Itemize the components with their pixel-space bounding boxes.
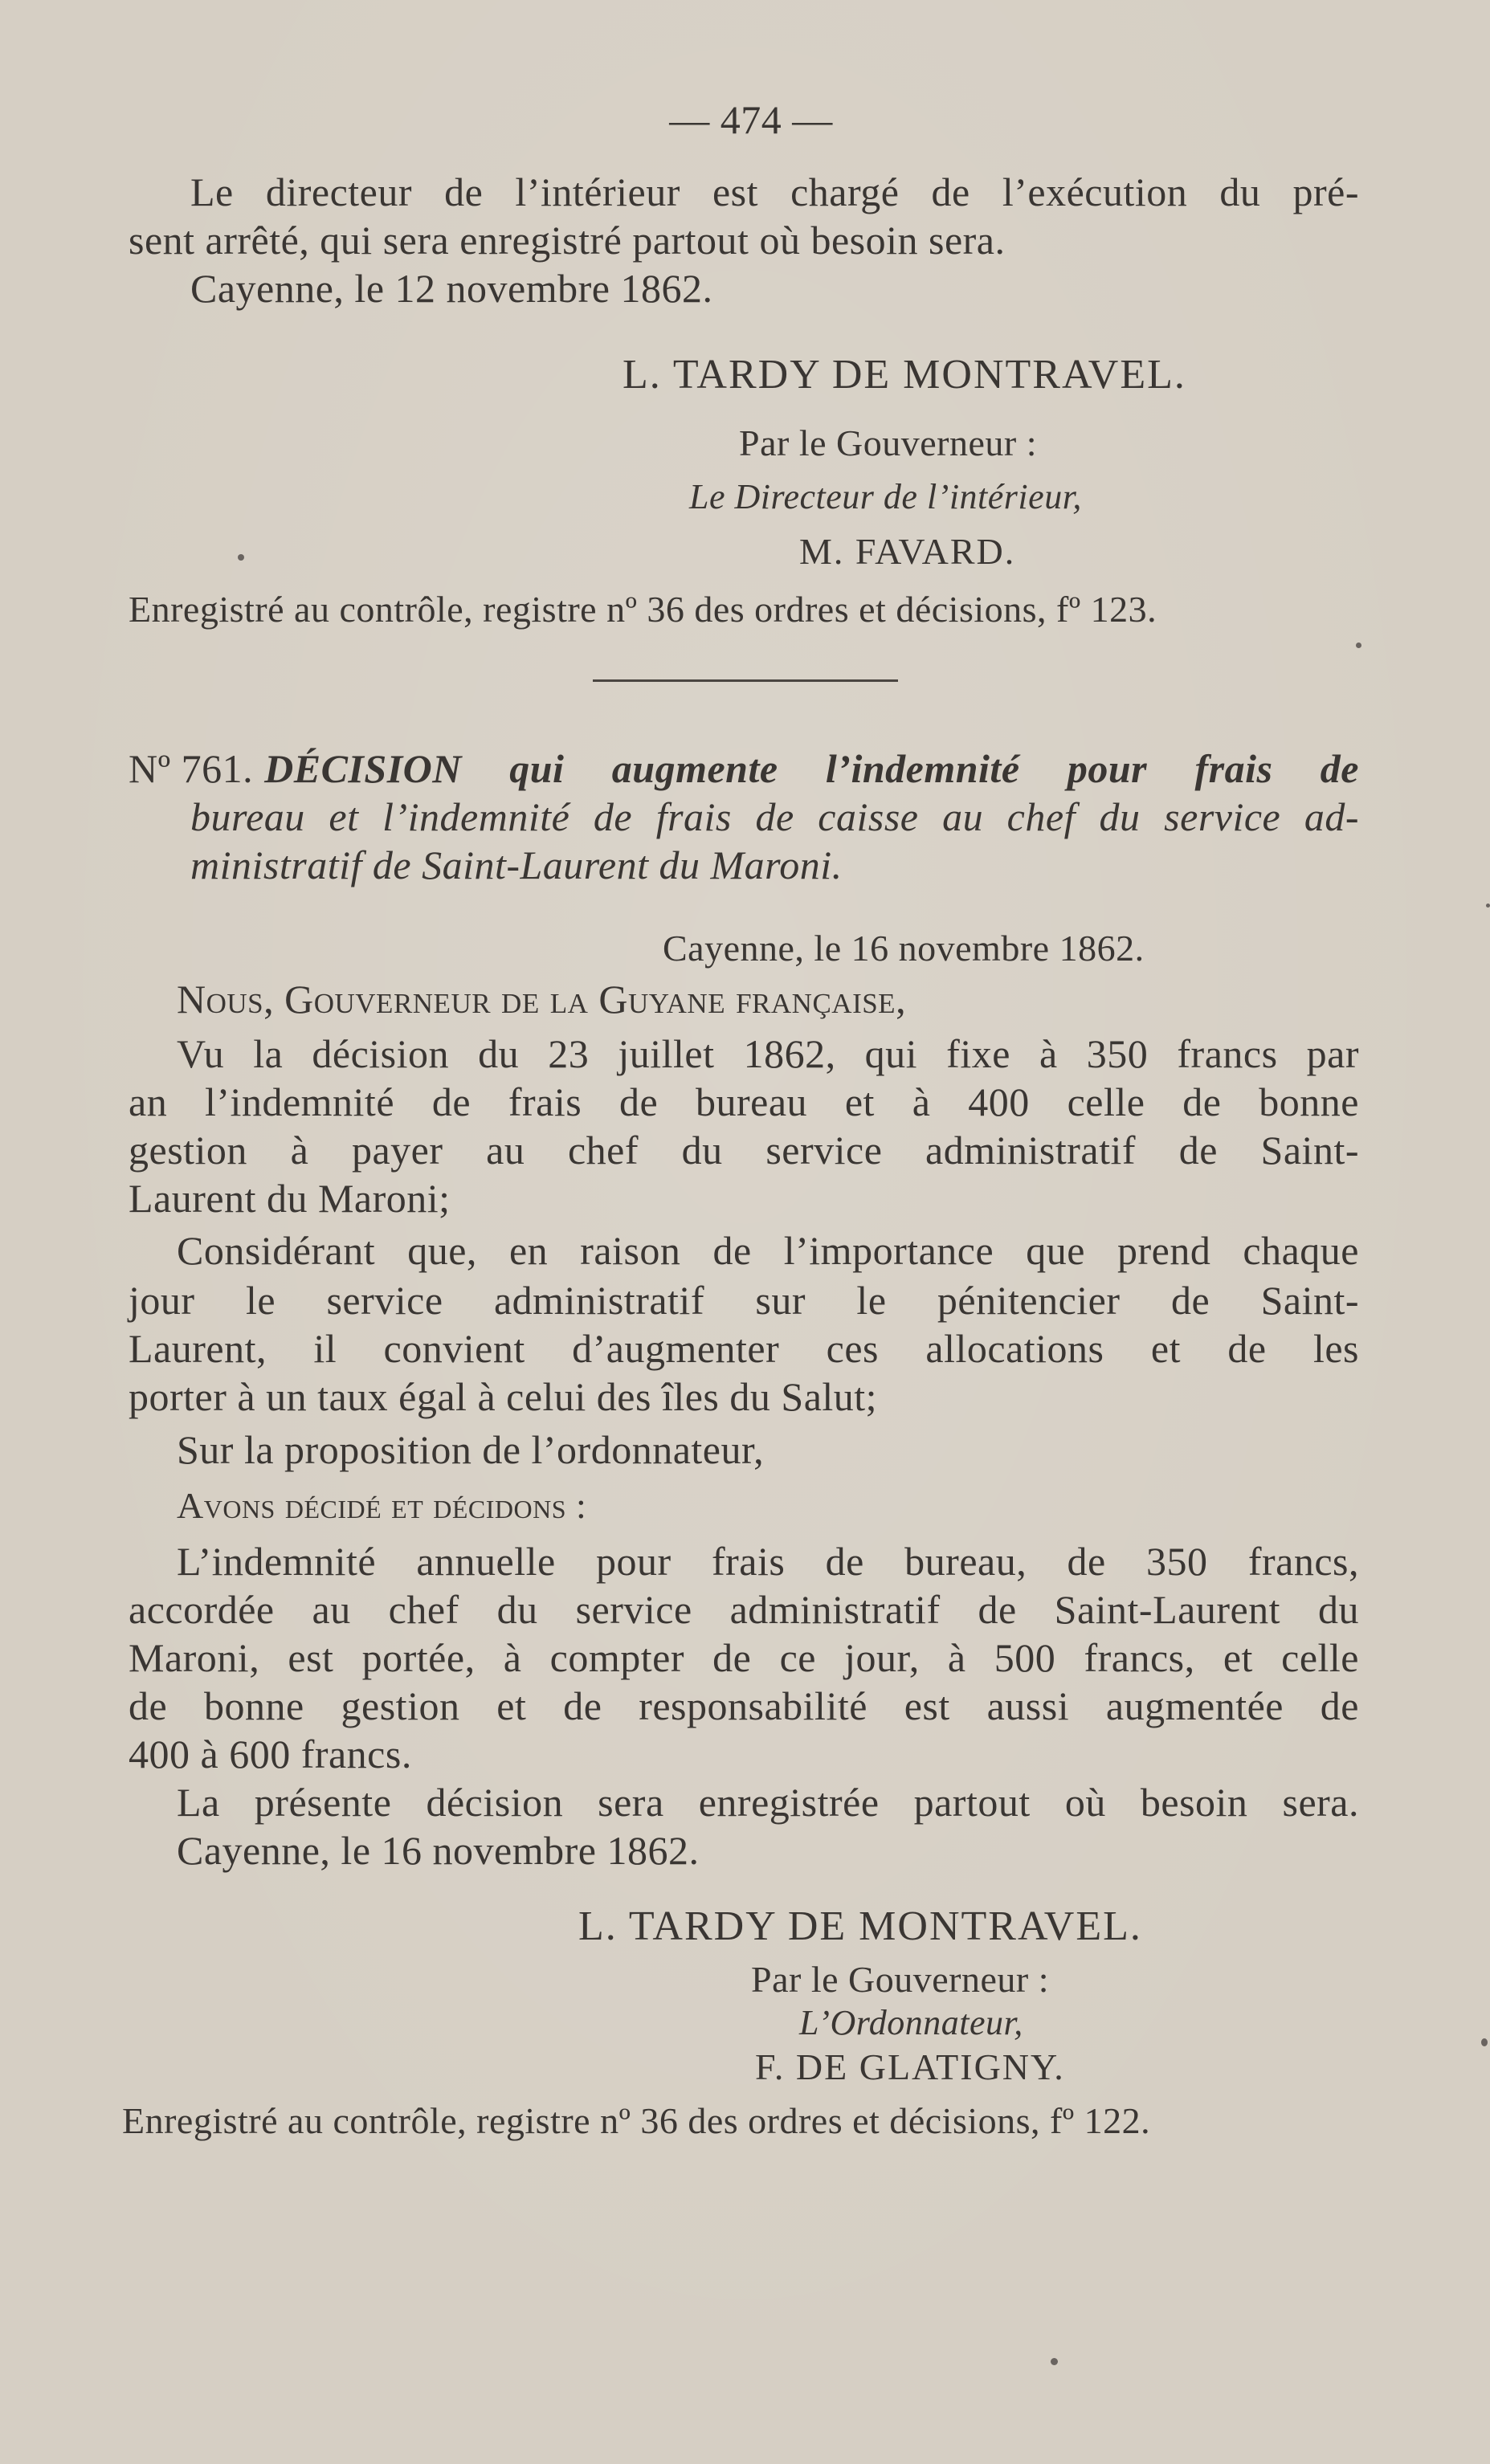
decision-heading-line: bureau et l’indemnité de frais de caisse au chef du service ad- [190,794,1359,839]
official-title: Le Directeur de l’intérieur, [689,477,1082,516]
paragraph-line: sent arrêté, qui sera enregistré partout où besoin sera. [129,218,1006,263]
section-divider [593,679,898,682]
date-line: Cayenne, le 16 novembre 1862. [177,1828,700,1873]
body-line: de bonne gestion et de responsabilité est aussi augmentée de [129,1683,1359,1728]
decision-number: Nº 761. [129,746,254,791]
preamble-line: Considérant que, en raison de l’importance que prend chaque [177,1228,1359,1273]
paragraph-line: Le directeur de l’intérieur est chargé de l’exécution du pré- [190,169,1359,214]
ink-speck [1486,904,1490,908]
preamble-line: an l’indemnité de frais de bureau et à 400 celle de bonne [129,1079,1359,1124]
place-date: Cayenne, le 16 novembre 1862. [663,928,1145,969]
body-line: 400 à 600 francs. [129,1732,412,1777]
signature: L. TARDY DE MONTRAVEL. [623,352,1186,398]
decision-heading-first: DÉCISION qui augmente l’indemnité pour frais de [264,746,1359,791]
page-number: — 474 — [669,97,833,142]
preamble-line: Vu la décision du 23 juillet 1862, qui fixe à 350 francs par [177,1031,1359,1076]
par-le-gouverneur: Par le Gouverneur : [739,422,1037,463]
date-line: Cayenne, le 12 novembre 1862. [190,266,713,311]
official-name: M. FAVARD. [799,531,1016,572]
preamble-line: Laurent du Maroni; [129,1176,451,1221]
preamble-line: Laurent, il convient d’augmenter ces allocations et de les [129,1326,1359,1371]
decree-line: Avons décidé et décidons : [177,1485,587,1526]
ink-speck [1051,2358,1058,2365]
registration-note: Enregistré au contrôle, registre nº 36 des ordres et décisions, fº 122. [122,2100,1151,2141]
preamble-line: gestion à payer au chef du service administratif de Saint- [129,1128,1359,1173]
par-le-gouverneur: Par le Gouverneur : [751,1959,1049,2000]
decision-heading-line [129,745,1359,792]
signature: L. TARDY DE MONTRAVEL. [578,1903,1142,1949]
body-line: Maroni, est portée, à compter de ce jour, à 500 francs, et celle [129,1635,1359,1680]
body-line: La présente décision sera enregistrée partout où besoin sera. [177,1780,1359,1825]
ink-speck [1481,2038,1488,2046]
decision-heading-line: ministratif de Saint-Laurent du Maroni. [190,842,843,887]
ink-speck [238,554,244,561]
preamble-line: Sur la proposition de l’ordonnateur, [177,1427,765,1472]
preamble-line: porter à un taux égal à celui des îles du Salut; [129,1374,878,1419]
preamble-line: jour le service administratif sur le pénitencier de Saint- [129,1278,1359,1323]
ink-speck [1356,643,1361,648]
official-title: L’Ordonnateur, [799,2003,1023,2042]
body-line: L’indemnité annuelle pour frais de bureau, de 350 francs, [177,1539,1359,1584]
preamble-line: Nous, Gouverneur de la Guyane française, [177,977,907,1022]
body-line: accordée au chef du service administratif de Saint-Laurent du [129,1587,1359,1632]
registration-note: Enregistré au contrôle, registre nº 36 des ordres et décisions, fº 123. [129,589,1157,630]
official-name: F. DE GLATIGNY. [755,2046,1065,2087]
